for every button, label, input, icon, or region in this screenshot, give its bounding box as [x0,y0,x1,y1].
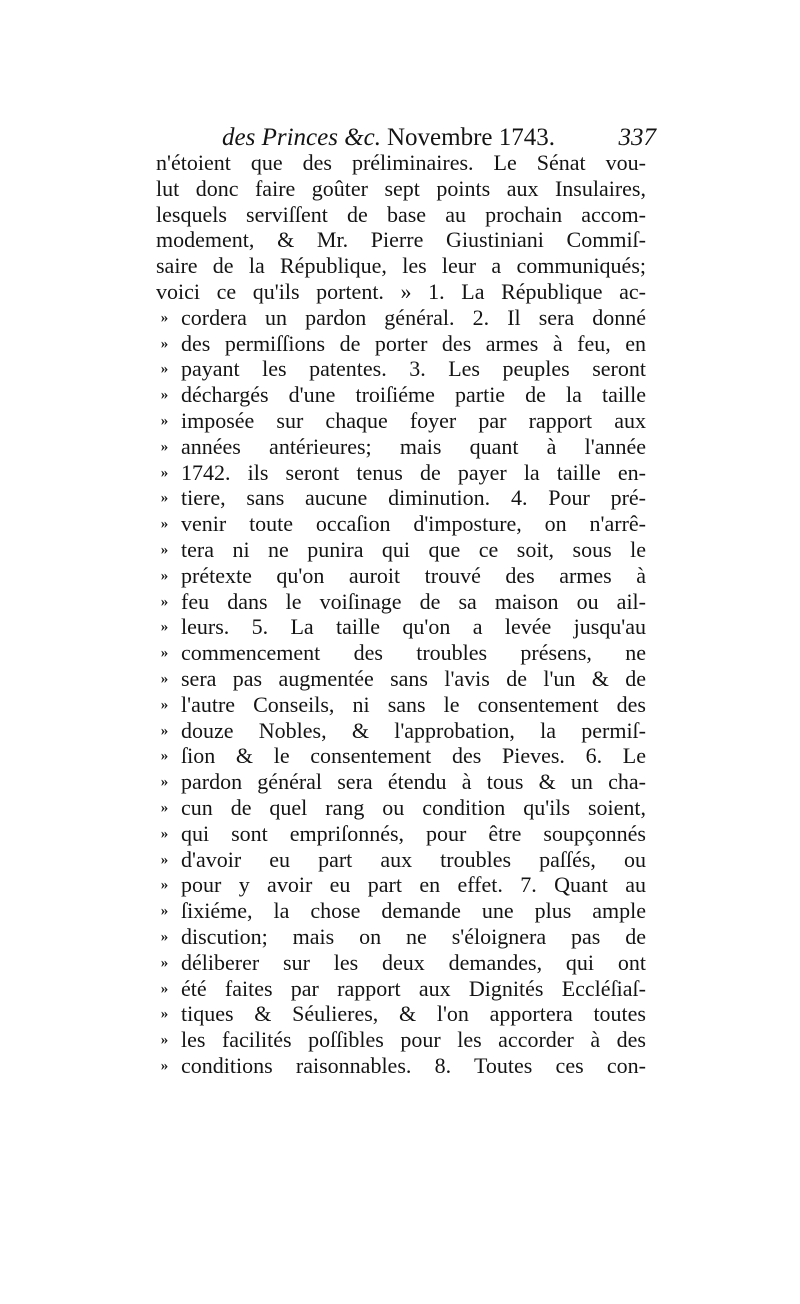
text-line [0,640,800,666]
text-line [0,743,800,769]
quotation-mark: » [160,671,168,687]
text-line [0,460,800,486]
running-head-title: des Princes &c. [222,124,381,151]
quotation-mark: » [160,516,168,533]
quotation-mark: » [160,877,168,894]
quotation-mark: » [160,542,168,558]
quotation-mark: » [160,696,168,713]
quotation-mark: » [160,335,168,352]
quotation-mark: » [160,929,168,945]
line-text: tera ni ne punira qui que ce soit, sous le [181,537,646,562]
quotation-mark: » [160,387,168,404]
quotation-mark: » [160,1006,168,1023]
line-text: leurs. 5. La taille qu'on a levée jusqu'au [181,614,646,640]
text-line [0,537,800,563]
line-text: tiques & Séulieres, & l'on apportera toutes [181,1001,646,1027]
line-text: modement, & Mr. Pierre Giustiniani Commiſ- [156,227,646,253]
text-line [0,202,800,228]
text-line [0,176,800,202]
line-text: pour y avoir eu part en effet. 7. Quant au [181,872,646,898]
quotation-mark: » [160,645,168,662]
text-line [0,872,800,898]
page-number: 337 [618,124,656,151]
text-line [0,408,800,434]
text-line [0,769,800,795]
line-text: payant les patentes. 3. Les peuples seront [181,356,646,382]
quotation-mark: » [160,980,168,997]
line-text: voici ce qu'ils portent. » 1. La République ac- [156,279,646,304]
line-text: ſixiéme, la chose demande une plus ample [181,898,646,924]
quotation-mark: » [160,748,168,765]
quotation-mark: » [160,851,168,868]
quotation-mark: » [160,800,168,816]
line-text: feu dans le voiſinage de sa maison ou ail- [181,588,646,614]
quotation-mark: » [160,619,168,636]
text-line [0,898,800,924]
line-text: qui sont empriſonnés, pour être soupçonnés [181,820,646,846]
line-text: commencement des troubles présens, ne [181,640,646,666]
quotation-mark: » [160,490,168,507]
line-text: déliberer sur les deux demandes, qui ont [181,949,646,975]
text-line [0,666,800,692]
text-line [0,924,800,950]
text-line [0,485,800,511]
text-line [0,279,800,305]
text-line [0,382,800,408]
text-line [0,692,800,718]
line-text: des permiſſions de porter des armes à feu, en [181,330,646,356]
quotation-mark: » [160,954,168,971]
line-text: sera pas augmentée sans l'avis de l'un & de [181,666,646,691]
text-line [0,821,800,847]
quotation-mark: » [160,825,168,842]
line-text: cordera un pardon général. 2. Il sera donné [181,304,646,330]
quotation-mark: » [160,413,168,429]
line-text: ſion & le consentement des Pieves. 6. Le [181,743,646,769]
line-text: d'avoir eu part aux troubles paſſés, ou [181,846,646,872]
line-text: cun de quel rang ou condition qu'ils soient, [181,795,646,820]
line-text: les facilités poſſibles pour les accorder à des [181,1027,646,1053]
text-line [0,356,800,382]
line-text: été faites par rapport aux Dignités Eccléſiaſ- [181,975,646,1001]
line-text: douze Nobles, & l'approbation, la permiſ- [181,717,646,743]
line-text: prétexte qu'on auroit trouvé des armes à [181,562,646,588]
text-line [0,227,800,253]
text-line [0,253,800,279]
line-text: déchargés d'une troiſiéme partie de la taille [181,382,646,408]
line-text: l'autre Conseils, ni sans le consentement des [181,691,646,717]
text-line [0,150,800,176]
line-text: années antérieures; mais quant à l'année [181,433,646,459]
text-line [0,847,800,873]
line-text: imposée sur chaque foyer par rapport aux [181,408,646,433]
line-text: 1742. ils seront tenus de payer la taille en- [181,459,646,485]
text-line [0,589,800,615]
quotation-mark: » [160,438,168,455]
quotation-mark: » [160,593,168,610]
text-line [0,1001,800,1027]
line-text: discution; mais on ne s'éloignera pas de [181,924,646,949]
line-text: venir toute occaſion d'imposture, on n'arrê- [181,511,646,537]
line-text: lut donc faire goûter sept points aux Insulaires, [156,175,646,201]
quotation-mark: » [160,1058,168,1074]
quotation-mark: » [160,722,168,739]
quotation-mark: » [160,309,168,326]
line-text: saire de la République, les leur a communiqués; [156,253,646,279]
quotation-mark: » [160,361,168,378]
quotation-mark: » [160,1032,168,1049]
quotation-mark: » [160,903,168,920]
line-text: conditions raisonnables. 8. Toutes ces con- [181,1053,646,1078]
quotation-mark: » [160,774,168,791]
text-line [0,976,800,1002]
text-line [0,718,800,744]
quotation-mark: » [160,567,168,584]
text-line [0,511,800,537]
text-line [0,563,800,589]
quotation-mark: » [160,464,168,481]
running-head-date: Novembre 1743. [386,124,556,151]
text-line [0,795,800,821]
text-line [0,305,800,331]
line-text: pardon général sera étendu à tous & un cha- [181,769,646,795]
text-line [0,331,800,357]
line-text: tiere, sans aucune diminution. 4. Pour pré- [181,485,646,511]
text-line [0,1027,800,1053]
line-text: lesquels serviſſent de base au prochain accom- [156,201,646,227]
text-line [0,1053,800,1079]
text-line [0,614,800,640]
line-text: n'étoient que des préliminaires. Le Sénat vou- [156,150,646,175]
text-line [0,434,800,460]
text-line [0,950,800,976]
